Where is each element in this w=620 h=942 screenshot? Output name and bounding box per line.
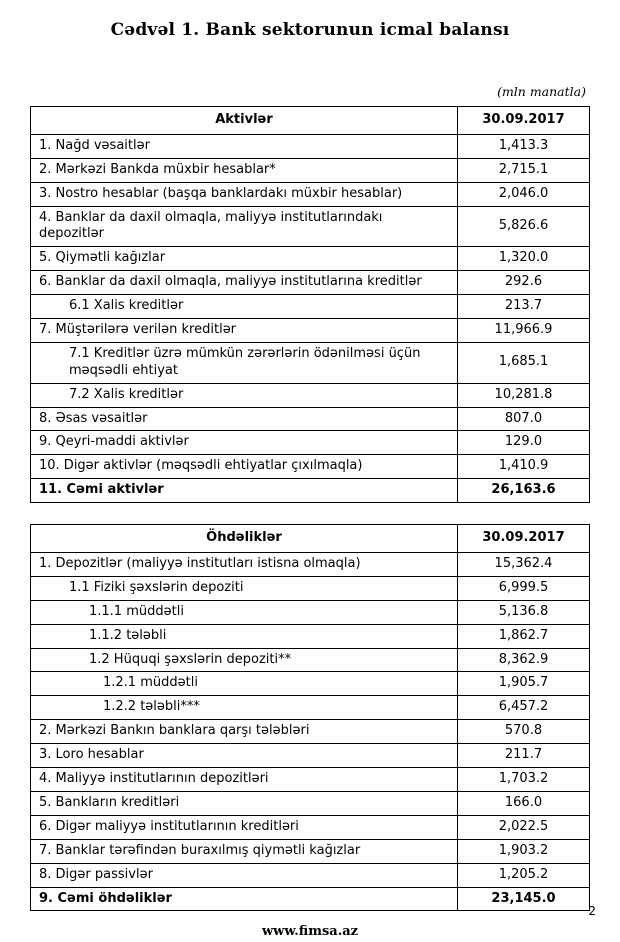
liabilities-row-label: 1.2 Hüquqi şəxslərin depoziti** — [31, 648, 458, 672]
liabilities-row-label: 1. Depozitlər (maliyyə institutları istisna olmaqla) — [31, 553, 458, 577]
liabilities-row-label: 1.1 Fiziki şəxslərin depoziti — [31, 576, 458, 600]
liabilities-row-label: 3. Loro hesablar — [31, 744, 458, 768]
assets-table-row — [31, 455, 590, 479]
assets-table-row — [31, 479, 590, 503]
assets-header-label: Aktivlər — [31, 107, 458, 135]
assets-row-value: 1,320.0 — [458, 247, 590, 271]
liabilities-row-value: 23,145.0 — [458, 887, 590, 911]
liabilities-row-value: 570.8 — [458, 720, 590, 744]
liabilities-table-row — [31, 887, 590, 911]
liabilities-row-value: 1,905.7 — [458, 672, 590, 696]
assets-row-label: 9. Qeyri-maddi aktivlər — [31, 431, 458, 455]
liabilities-row-label: 6. Digər maliyyə institutlarının kreditləri — [31, 815, 458, 839]
liabilities-row-value: 8,362.9 — [458, 648, 590, 672]
liabilities-table-row — [31, 648, 590, 672]
liabilities-row-value: 6,999.5 — [458, 576, 590, 600]
assets-row-label: 7.2 Xalis kreditlər — [31, 383, 458, 407]
assets-row-value: 10,281.8 — [458, 383, 590, 407]
liabilities-row-label: 5. Bankların kreditləri — [31, 791, 458, 815]
assets-row-label: 3. Nostro hesablar (başqa banklardakı müxbir hesablar) — [31, 182, 458, 206]
liabilities-table-row — [31, 696, 590, 720]
liabilities-table-row — [31, 863, 590, 887]
liabilities-table-row — [31, 768, 590, 792]
assets-row-value: 5,826.6 — [458, 206, 590, 247]
liabilities-row-label: 4. Maliyyə institutlarının depozitləri — [31, 768, 458, 792]
liabilities-row-label: 1.1.1 müddətli — [31, 600, 458, 624]
liabilities-header-label: Öhdəliklər — [31, 525, 458, 553]
assets-table-body — [31, 134, 590, 502]
liabilities-table-row — [31, 553, 590, 577]
assets-row-value: 1,413.3 — [458, 134, 590, 158]
assets-table-row — [31, 319, 590, 343]
liabilities-row-value: 15,362.4 — [458, 553, 590, 577]
assets-table-row — [31, 247, 590, 271]
liabilities-table-row — [31, 839, 590, 863]
assets-table-row — [31, 182, 590, 206]
page-title: Cədvəl 1. Bank sektorunun icmal balansı — [110, 20, 510, 40]
liabilities-table-row — [31, 791, 590, 815]
liabilities-row-value: 2,022.5 — [458, 815, 590, 839]
liabilities-table-row — [31, 624, 590, 648]
table-gap — [30, 503, 590, 524]
unit-note: (mln manatla) — [497, 84, 586, 99]
liabilities-header-date: 30.09.2017 — [458, 525, 590, 553]
liabilities-table-row — [31, 720, 590, 744]
assets-table-row — [31, 295, 590, 319]
liabilities-row-label: 2. Mərkəzi Bankın banklara qarşı tələbləri — [31, 720, 458, 744]
liabilities-row-value: 211.7 — [458, 744, 590, 768]
assets-row-value: 213.7 — [458, 295, 590, 319]
liabilities-table — [30, 524, 590, 911]
assets-row-value: 11,966.9 — [458, 319, 590, 343]
assets-row-label: 7.1 Kreditlər üzrə mümkün zərərlərin ödənilməsi üçün məqsədli ehtiyat — [31, 342, 458, 383]
liabilities-row-label: 7. Banklar tərəfindən buraxılmış qiymətli kağızlar — [31, 839, 458, 863]
liabilities-table-row — [31, 600, 590, 624]
liabilities-row-value: 1,903.2 — [458, 839, 590, 863]
liabilities-row-value: 166.0 — [458, 791, 590, 815]
liabilities-table-row — [31, 744, 590, 768]
liabilities-row-value: 1,205.2 — [458, 863, 590, 887]
liabilities-table-row — [31, 815, 590, 839]
page-number: 2 — [588, 904, 596, 918]
assets-header-date: 30.09.2017 — [458, 107, 590, 135]
assets-row-value: 2,715.1 — [458, 158, 590, 182]
assets-table-row — [31, 431, 590, 455]
assets-table-row — [31, 158, 590, 182]
assets-table-row — [31, 383, 590, 407]
liabilities-row-value: 5,136.8 — [458, 600, 590, 624]
liabilities-table-header-row — [31, 525, 590, 553]
assets-row-value: 807.0 — [458, 407, 590, 431]
assets-table-header-row — [31, 107, 590, 135]
assets-row-label: 6.1 Xalis kreditlər — [31, 295, 458, 319]
liabilities-row-label: 8. Digər passivlər — [31, 863, 458, 887]
assets-row-value: 2,046.0 — [458, 182, 590, 206]
liabilities-row-value: 1,703.2 — [458, 768, 590, 792]
liabilities-table-row — [31, 576, 590, 600]
liabilities-row-value: 6,457.2 — [458, 696, 590, 720]
assets-row-value: 26,163.6 — [458, 479, 590, 503]
footer-url: www.fimsa.az — [261, 924, 359, 939]
liabilities-table-body — [31, 553, 590, 911]
assets-row-label: 2. Mərkəzi Bankda müxbir hesablar* — [31, 158, 458, 182]
assets-table — [30, 106, 590, 503]
assets-table-row — [31, 134, 590, 158]
liabilities-row-label: 1.2.2 tələbli*** — [31, 696, 458, 720]
assets-row-value: 292.6 — [458, 271, 590, 295]
liabilities-row-label: 9. Cəmi öhdəliklər — [31, 887, 458, 911]
assets-row-label: 4. Banklar da daxil olmaqla, maliyyə institutlarındakı depozitlər — [31, 206, 458, 247]
assets-row-value: 1,410.9 — [458, 455, 590, 479]
assets-row-label: 11. Cəmi aktivlər — [31, 479, 458, 503]
assets-row-label: 10. Digər aktivlər (məqsədli ehtiyatlar çıxılmaqla) — [31, 455, 458, 479]
liabilities-row-label: 1.1.2 tələbli — [31, 624, 458, 648]
assets-row-value: 1,685.1 — [458, 342, 590, 383]
assets-table-row — [31, 271, 590, 295]
assets-table-row — [31, 342, 590, 383]
assets-row-label: 5. Qiymətli kağızlar — [31, 247, 458, 271]
assets-table-row — [31, 206, 590, 247]
liabilities-row-label: 1.2.1 müddətli — [31, 672, 458, 696]
assets-row-label: 8. Əsas vəsaitlər — [31, 407, 458, 431]
assets-row-label: 1. Nağd vəsaitlər — [31, 134, 458, 158]
liabilities-row-value: 1,862.7 — [458, 624, 590, 648]
assets-row-value: 129.0 — [458, 431, 590, 455]
assets-row-label: 6. Banklar da daxil olmaqla, maliyyə institutlarına kreditlər — [31, 271, 458, 295]
assets-table-row — [31, 407, 590, 431]
assets-row-label: 7. Müştərilərə verilən kreditlər — [31, 319, 458, 343]
liabilities-table-row — [31, 672, 590, 696]
